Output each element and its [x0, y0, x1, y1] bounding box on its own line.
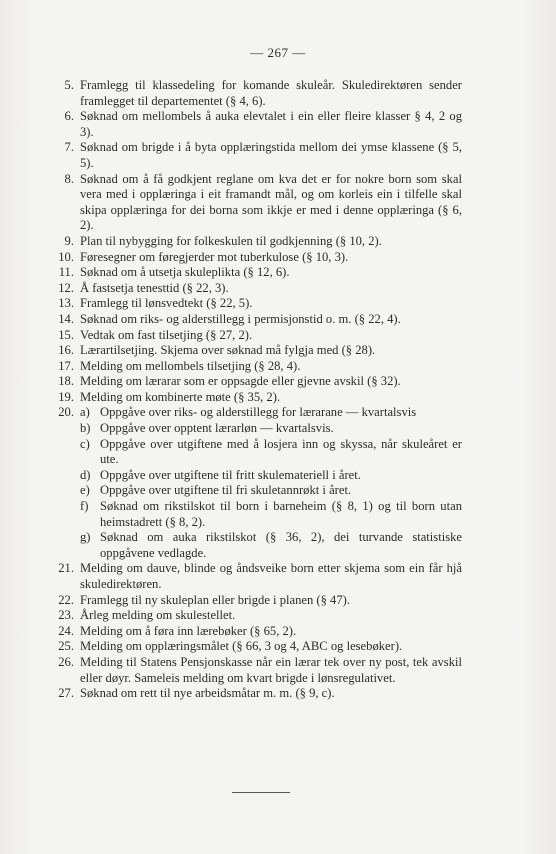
item-text: Søknad om å få godkjent reglane om kva det er for nokre born som skal vera med i opplæringa i eit framandt mål, og om korleis ein i tilfelle skal skipa opplæringa for dei borna som ikkje er med i denne opplæringa (§ 6, 2).	[80, 171, 462, 233]
list-item	[58, 312, 462, 328]
list-item	[58, 250, 462, 266]
sub-item	[80, 499, 462, 530]
sub-item	[80, 468, 462, 484]
item-number: 7.	[64, 140, 74, 155]
item-text: Melding om mellombels tilsetjing (§ 28, 4).	[80, 358, 301, 373]
item-number: 15.	[58, 327, 74, 342]
end-rule	[232, 792, 290, 793]
item-text: Søknad om å utsetja skuleplikta (§ 12, 6).	[80, 265, 290, 280]
sub-item-letter: d)	[80, 467, 91, 482]
list-item	[58, 265, 462, 281]
item-number: 19.	[58, 389, 74, 404]
item-number: 25.	[58, 639, 74, 654]
list-item	[58, 140, 462, 171]
item-number: 11.	[58, 265, 74, 280]
item-text: Melding til Statens Pensjonskasse når ein lærar tek over ny post, tek avskil eller døyr. Sameleis melding om kvart brigde i lønsregulativet.	[80, 654, 462, 685]
sub-item-text: Oppgåve over opptent lærarløn — kvartalsvis.	[100, 421, 334, 436]
item-number: 8.	[64, 171, 74, 186]
list-item	[58, 359, 462, 375]
sub-item-letter: e)	[80, 483, 90, 498]
item-text: Søknad om mellombels å auka elevtalet i ein eller fleire klasser § 4, 2 og 3).	[80, 109, 462, 139]
item-number: 26.	[58, 654, 74, 669]
sub-item	[80, 405, 462, 421]
item-text: Framlegg til lønsvedtekt (§ 22, 5).	[80, 296, 253, 311]
list-item	[58, 234, 462, 250]
sub-item	[80, 437, 462, 468]
list-item	[58, 343, 462, 359]
item-number: 27.	[58, 686, 74, 701]
sub-item-letter: c)	[80, 436, 90, 451]
sub-item-text: Søknad om auka rikstilskot (§ 36, 2), dei turvande statistiske oppgåvene vedlagde.	[100, 530, 462, 560]
item-number: 17.	[58, 358, 74, 373]
item-text: Melding om opplæringsmålet (§ 66, 3 og 4, ABC og lesebøker).	[80, 639, 403, 654]
list-item	[58, 655, 462, 686]
sub-item	[80, 421, 462, 437]
item-text: Framlegg til ny skuleplan eller brigde i planen (§ 47).	[80, 592, 350, 607]
item-number: 12.	[58, 280, 74, 295]
item-number: 9.	[64, 233, 74, 248]
item-text: Søknad om rett til nye arbeidsmåtar m. m. (§ 9, c).	[80, 686, 335, 701]
list-item	[58, 624, 462, 640]
item-text: Lærartilsetjing. Skjema over søknad må fylgja med (§ 28).	[80, 343, 376, 358]
item-text: Plan til nybygging for folkeskulen til godkjenning (§ 10, 2).	[80, 233, 382, 248]
item-text: Melding om dauve, blinde og åndsveike born etter skjema som ein får hjå skuledirektøren.	[80, 561, 462, 591]
list-item	[58, 593, 462, 609]
item-number: 21.	[58, 561, 74, 576]
item-text: Årleg melding om skulestellet.	[80, 608, 236, 623]
item-text: Søknad om riks- og alderstillegg i permisjonstid o. m. (§ 22, 4).	[80, 311, 401, 326]
item-text: Vedtak om fast tilsetjing (§ 27, 2).	[80, 327, 253, 342]
sub-item-letter: g)	[80, 530, 91, 545]
item-number: 24.	[58, 623, 74, 638]
sub-item-text: Oppgåve over riks- og alderstillegg for lærarane — kvartalsvis	[100, 405, 417, 420]
list-item	[58, 561, 462, 592]
sub-item-text: Søknad om rikstilskot til born i barneheim (§ 8, 1) og til born utan heimstadrett (§ 8, 2).	[100, 499, 462, 529]
sub-list	[80, 405, 462, 561]
sub-item-text: Oppgåve over utgiftene med å losjera inn og skyssa, når skuleåret er ute.	[100, 436, 462, 467]
item-text: Føresegner om føregjerder mot tuberkulose (§ 10, 3).	[80, 249, 349, 264]
item-number: 6.	[64, 109, 74, 124]
item-text: Melding om lærarar som er oppsagde eller gjevne avskil (§ 32).	[80, 374, 401, 389]
list-item	[58, 78, 462, 109]
list-item	[58, 405, 462, 561]
item-number: 5.	[64, 78, 74, 92]
item-number: 18.	[58, 374, 74, 389]
list-item	[58, 328, 462, 344]
item-text: Melding om å føra inn lærebøker (§ 65, 2).	[80, 623, 297, 638]
item-number: 10.	[58, 249, 74, 264]
item-number: 16.	[58, 343, 74, 358]
page-number: — 267 —	[250, 45, 306, 60]
list-item	[58, 390, 462, 406]
item-number: 13.	[58, 296, 74, 311]
sub-item-letter: a)	[80, 405, 90, 420]
list-item	[58, 172, 462, 234]
item-text: Framlegg til klassedeling for komande skuleår. Skuledirektøren sender framlegget til departementet (§ 4, 6).	[80, 78, 462, 108]
sub-item	[80, 530, 462, 561]
item-number: 14.	[58, 311, 74, 326]
item-text: Melding om kombinerte møte (§ 35, 2).	[80, 389, 281, 404]
item-number: 22.	[58, 592, 74, 607]
sub-item-text: Oppgåve over utgiftene til fritt skulemateriell i året.	[100, 467, 361, 482]
item-number: 23.	[58, 608, 74, 623]
sub-item-letter: f)	[80, 499, 89, 514]
item-text: Søknad om brigde i å byta opplæringstida mellom dei ymse klassene (§ 5, 5).	[80, 140, 462, 170]
list-item	[58, 686, 462, 702]
item-text: Å fastsetja tenesttid (§ 22, 3).	[80, 280, 229, 295]
numbered-list	[58, 78, 462, 702]
list-item	[58, 639, 462, 655]
list-item	[58, 374, 462, 390]
list-item	[58, 296, 462, 312]
item-number: 20.	[58, 405, 74, 420]
sub-item	[80, 483, 462, 499]
list-item	[58, 608, 462, 624]
list-item	[58, 281, 462, 297]
sub-item-letter: b)	[80, 421, 91, 436]
list-item	[58, 109, 462, 140]
sub-item-text: Oppgåve over utgiftene til fri skuletannrøkt i året.	[100, 483, 352, 498]
